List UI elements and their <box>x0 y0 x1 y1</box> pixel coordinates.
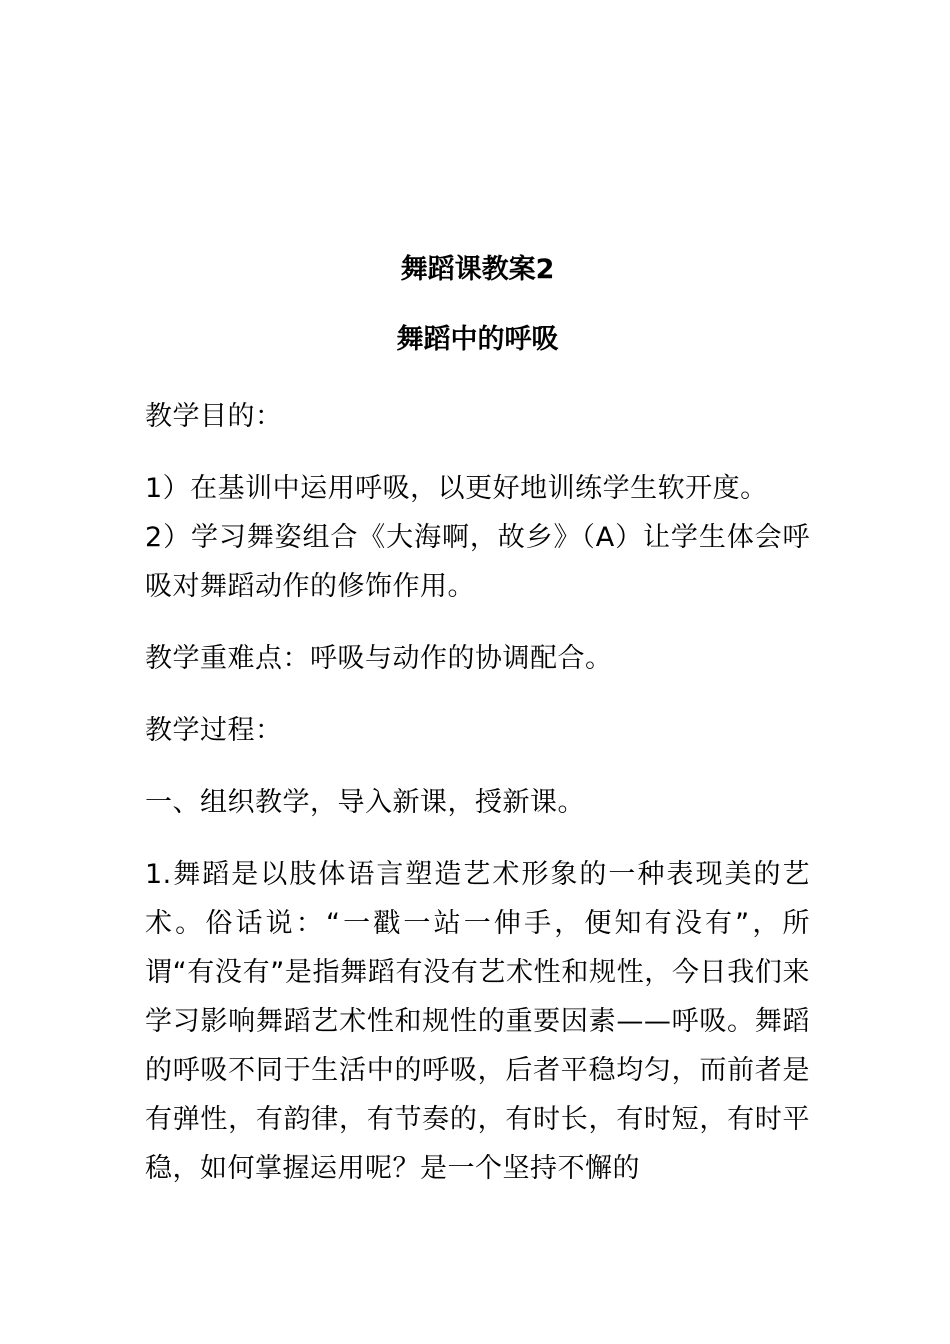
key-points: 教学重难点：呼吸与动作的协调配合。 <box>145 643 613 674</box>
document-subtitle: 舞蹈中的呼吸 <box>396 324 559 355</box>
process-heading: 教学过程： <box>145 715 283 746</box>
document-body <box>145 252 810 1216</box>
section-1-heading: 一、组织教学，导入新课，授新课。 <box>145 787 585 818</box>
objective-2: 2）学习舞姿组合《大海啊，故乡》（A）让学生体会呼吸对舞蹈动作的修饰作用。 <box>145 522 810 602</box>
objective-1: 1）在基训中运用呼吸，以更好地训练学生软开度。 <box>145 473 768 504</box>
paragraph-1: 1.舞蹈是以肢体语言塑造艺术形象的一种表现美的艺术。俗话说：“一戳一站一伸手，便知有没有”，所谓“有没有”是指舞蹈有没有艺术性和规性，今日我们来学习影响舞蹈艺术性和规性的重要因素——呼吸。舞蹈的呼吸不同于生活中的呼吸，后者平稳均匀，而前者是有弹性，有韵律，有节奏的，有时长，有时短，有时平稳，如何掌握运用呢？是一个坚持不懈的 <box>145 859 810 1184</box>
objectives-heading: 教学目的： <box>145 401 283 432</box>
document-title: 舞蹈课教案2 <box>400 254 555 285</box>
